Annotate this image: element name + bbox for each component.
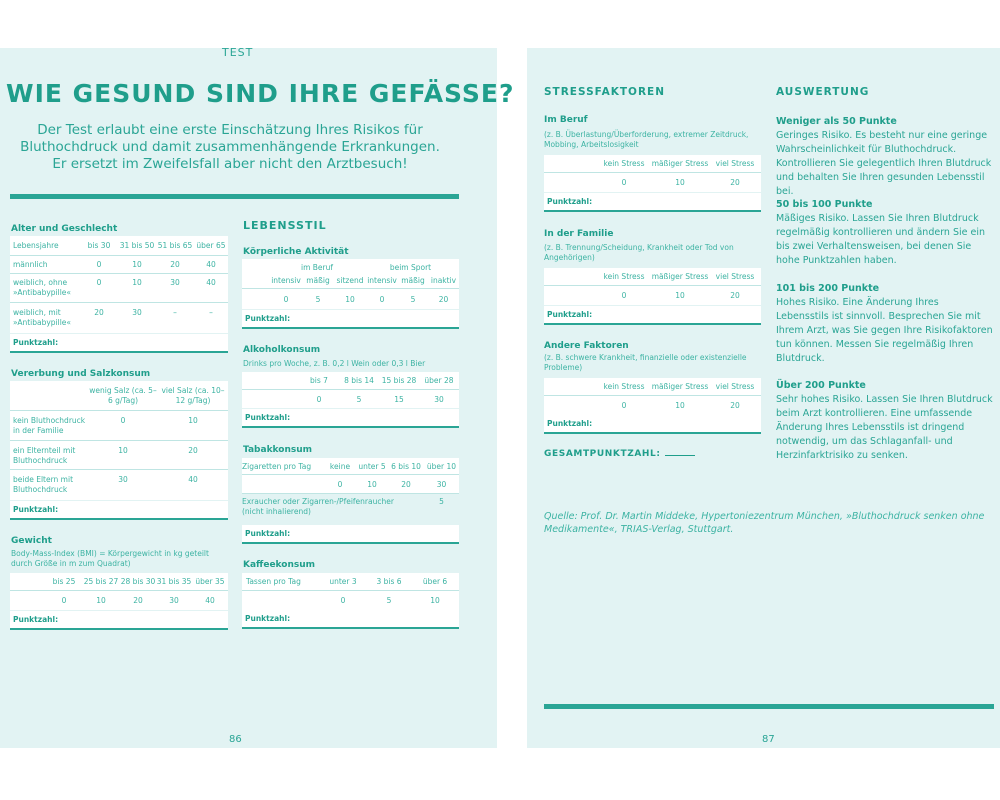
table-row	[544, 396, 761, 415]
table-cell: 10	[430, 596, 440, 605]
table-cell: 0	[316, 395, 322, 404]
table-cell: 0	[621, 401, 627, 410]
table-cell: kein Bluthochdruck in der Familie	[13, 416, 86, 435]
table-cell: 0	[96, 260, 102, 269]
stress-andere-heading: Andere Faktoren	[544, 341, 629, 351]
alter-heading: Alter und Geschlecht	[11, 224, 118, 234]
table-cell: 40	[205, 596, 215, 605]
eval-text: Hohes Risiko. Eine Änderung Ihres Lebensstils ist sinnvoll. Besprechen Sie mit Ihrem Arzt, was Sie gegen Ihre Risikofaktoren tun können. Messen Sie regelmäßig Ihren Blutdruck.	[776, 297, 993, 364]
stress-heading: STRESSFAKTOREN	[544, 86, 665, 98]
table-cell: Zigaretten pro Tag	[242, 462, 312, 471]
table-cell: mäßiger Stress	[651, 382, 709, 391]
table-cell: –	[173, 308, 177, 317]
stress-andere-table	[544, 378, 761, 415]
table-row	[242, 372, 459, 390]
table-row	[242, 259, 459, 289]
alter-score-field[interactable]	[10, 334, 228, 353]
score-label: Punktzahl:	[245, 529, 291, 538]
page-title: WIE GESUND SIND IHRE GEFÄSSE?	[6, 79, 515, 108]
table-row	[242, 591, 459, 610]
table-cell: 10	[675, 291, 685, 300]
table-row	[544, 378, 761, 396]
stress-beruf-heading: Im Beruf	[544, 115, 588, 125]
koerper-score-field[interactable]	[242, 310, 459, 329]
running-head: TEST	[222, 46, 254, 59]
table-cell: 20	[730, 178, 740, 187]
vererbung-heading: Vererbung und Salzkonsum	[11, 369, 151, 379]
table-cell: Exraucher oder Zigarren-/Pfeifenraucher (nicht inhalierend)	[242, 497, 394, 516]
vererbung-score-field[interactable]	[10, 501, 228, 520]
stress-andere-note: (z. B. schwere Krankheit, finanzielle oder existenzielle Probleme)	[544, 353, 747, 372]
table-cell: 51 bis 65	[157, 241, 193, 250]
page-number-left: 86	[229, 734, 242, 745]
table-cell: 0	[340, 596, 346, 605]
table-cell: 0	[379, 295, 385, 304]
table-cell: 30	[118, 475, 128, 484]
table-cell: ein Elternteil mit Bluthochdruck	[13, 446, 76, 465]
table-row	[242, 494, 459, 515]
alkohol-heading: Alkoholkonsum	[243, 345, 321, 355]
stress-andere-score-field[interactable]	[544, 415, 761, 434]
kaffee-heading: Kaffeekonsum	[243, 560, 316, 570]
table-row	[10, 274, 228, 303]
vererbung-table	[10, 381, 228, 500]
table-cell: 10	[132, 278, 142, 287]
score-label: Punktzahl:	[13, 338, 59, 347]
table-cell: 20	[94, 308, 104, 317]
kaffee-table	[242, 573, 459, 610]
table-cell: 10	[132, 260, 142, 269]
stress-familie-score-field[interactable]	[544, 306, 761, 325]
table-cell: mäßiger Stress	[651, 272, 709, 281]
table-row	[242, 390, 459, 408]
koerper-heading: Körperliche Aktivität	[243, 247, 349, 257]
table-cell: Lebensjahre	[13, 241, 59, 250]
table-cell: mäßig	[306, 276, 330, 285]
table-cell: über 65	[196, 241, 226, 250]
table-cell: 40	[188, 475, 198, 484]
table-row	[544, 268, 761, 286]
eval-title: 50 bis 100 Punkte	[776, 199, 873, 210]
table-cell: kein Stress	[603, 159, 645, 168]
intro-text: Der Test erlaubt eine erste Einschätzung Ihres Risikos für Bluthochdruck und damit zusammenhängende Erkrankungen. Er ersetzt im Zweifelsfall aber nicht den Arztbesuch!	[20, 122, 440, 172]
table-cell: viel Salz (ca. 10–12 g/Tag)	[161, 386, 225, 405]
score-label: Punktzahl:	[547, 197, 593, 206]
table-cell: 10	[188, 416, 198, 425]
eval-text: Sehr hohes Risiko. Lassen Sie Ihren Blutdruck beim Arzt kontrollieren. Eine umfassende Änderung Ihres Lebensstils ist dringend notwendig, um das Schlaganfall- und Herzinfarktrisiko zu senken.	[776, 394, 993, 461]
table-cell: 6 bis 10	[391, 462, 421, 471]
table-cell: inaktiv	[430, 276, 457, 285]
stress-beruf-table	[544, 155, 761, 192]
table-cell: 5	[356, 395, 362, 404]
table-cell: 20	[730, 401, 740, 410]
table-cell: 3 bis 6	[376, 577, 402, 586]
auswertung-heading: AUSWERTUNG	[776, 86, 870, 98]
table-cell: über 6	[422, 577, 448, 586]
table-cell: 0	[96, 278, 102, 287]
table-row	[544, 173, 761, 192]
table-cell: intensiv	[367, 276, 397, 285]
score-label: Punktzahl:	[547, 419, 593, 428]
table-row	[544, 286, 761, 305]
table-cell: 30	[434, 395, 444, 404]
table-cell: 15	[394, 395, 404, 404]
table-cell: 31 bis 35	[156, 577, 192, 586]
source-citation: Quelle: Prof. Dr. Martin Middeke, Hypertoniezentrum München, »Bluthochdruck senken ohne Medikamente«, TRIAS-Verlag, Stuttgart.	[544, 511, 985, 535]
table-row	[10, 236, 228, 256]
eval-title: 101 bis 200 Punkte	[776, 283, 880, 294]
stress-familie-note: (z. B. Trennung/Scheidung, Krankheit oder Tod von Angehörigen)	[544, 243, 734, 262]
table-cell: über 35	[195, 577, 225, 586]
table-cell: wenig Salz (ca. 5–6 g/Tag)	[89, 386, 157, 405]
stress-familie-heading: In der Familie	[544, 229, 614, 239]
table-row	[10, 411, 228, 441]
table-cell: unter 3	[329, 577, 357, 586]
table-cell: unter 5	[358, 462, 386, 471]
score-label: Punktzahl:	[245, 413, 291, 422]
table-cell: 10	[345, 295, 355, 304]
bottom-bar	[544, 704, 994, 709]
table-row	[544, 155, 761, 173]
score-label: Punktzahl:	[245, 314, 291, 323]
table-cell: über 28	[424, 376, 454, 385]
score-label: Punktzahl:	[13, 615, 59, 624]
table-cell: 30	[132, 308, 142, 317]
table-cell: 0	[337, 480, 343, 489]
lebensstil-heading: LEBENSSTIL	[243, 219, 327, 232]
stress-beruf-score-field[interactable]	[544, 193, 761, 212]
table-cell: 20	[730, 291, 740, 300]
table-cell: mäßig	[401, 276, 425, 285]
table-row	[10, 470, 228, 500]
table-cell: viel Stress	[715, 159, 755, 168]
gewicht-score-field[interactable]	[10, 611, 228, 630]
table-cell: 10	[367, 480, 377, 489]
tabak-table	[242, 458, 459, 515]
table-cell: 0	[621, 178, 627, 187]
table-row	[242, 458, 459, 475]
table-cell: 8 bis 14	[344, 376, 374, 385]
table-cell: 40	[206, 260, 216, 269]
stress-beruf-note: (z. B. Überlastung/Überforderung, extremer Zeitdruck, Mobbing, Arbeitslosigkeit	[544, 130, 749, 149]
table-cell: viel Stress	[715, 382, 755, 391]
eval-title: Weniger als 50 Punkte	[776, 116, 897, 127]
eval-title: Über 200 Punkte	[776, 380, 866, 391]
table-cell: beim Sport	[389, 263, 432, 272]
table-cell: kein Stress	[603, 272, 645, 281]
table-cell: mäßiger Stress	[651, 159, 709, 168]
tabak-score-field[interactable]	[242, 525, 459, 544]
table-cell: sitzend	[336, 276, 364, 285]
alkohol-table	[242, 372, 459, 408]
table-cell: weiblich, ohne »Antibabypille«	[13, 278, 72, 297]
table-cell: 0	[61, 596, 67, 605]
stress-familie-table	[544, 268, 761, 305]
alkohol-note: Drinks pro Woche, z. B. 0,2 l Wein oder 0,3 l Bier	[243, 359, 426, 368]
table-cell: viel Stress	[715, 272, 755, 281]
tabak-heading: Tabakkonsum	[243, 445, 313, 455]
table-cell: 20	[133, 596, 143, 605]
table-cell: männlich	[13, 260, 48, 269]
table-row	[242, 475, 459, 494]
table-row	[10, 591, 228, 610]
total-score[interactable]	[544, 449, 695, 459]
table-cell: weiblich, mit »Antibabypille«	[13, 308, 72, 327]
table-cell: 20	[188, 446, 198, 455]
table-cell: 30	[436, 480, 447, 489]
table-row	[10, 573, 228, 591]
table-row	[10, 303, 228, 333]
table-cell: 5	[439, 497, 444, 506]
score-label: Punktzahl:	[13, 505, 59, 514]
kaffee-score-field[interactable]	[242, 610, 459, 629]
page-number-right: 87	[762, 734, 775, 745]
table-cell: 10	[675, 401, 685, 410]
gewicht-table	[10, 573, 228, 610]
table-cell: 10	[675, 178, 685, 187]
table-cell: bis 30	[87, 241, 111, 250]
table-row	[242, 289, 459, 309]
table-cell: 0	[120, 416, 126, 425]
eval-text: Geringes Risiko. Es besteht nur eine geringe Wahrscheinlichkeit für Bluthochdruck. Kontrollieren Sie gelegentlich Ihren Blutdruck und behalten Sie Ihren gesunden Lebensstil bei.	[776, 130, 992, 197]
table-cell: 10	[118, 446, 128, 455]
table-cell: intensiv	[271, 276, 301, 285]
eval-text: Mäßiges Risiko. Lassen Sie Ihren Blutdruck regelmäßig kontrollieren und ändern Sie ein bis zwei Verhaltensweisen, bei denen Sie hohe Punktzahlen haben.	[776, 213, 986, 266]
table-cell: 5	[386, 596, 392, 605]
table-cell: 15 bis 28	[381, 376, 417, 385]
score-label: Punktzahl:	[547, 310, 593, 319]
table-cell: bis 25	[52, 577, 76, 586]
table-cell: Tassen pro Tag	[246, 577, 301, 586]
table-row	[242, 573, 459, 591]
alter-table	[10, 236, 228, 333]
table-cell: 30	[170, 278, 180, 287]
table-cell: 5	[315, 295, 321, 304]
score-label: Punktzahl:	[245, 614, 291, 623]
table-row	[10, 441, 228, 470]
table-cell: bis 7	[310, 376, 328, 385]
alkohol-score-field[interactable]	[242, 409, 459, 428]
table-cell: 30	[169, 596, 179, 605]
koerper-table	[242, 259, 459, 309]
table-cell: 5	[410, 295, 416, 304]
table-cell: keine	[329, 462, 351, 471]
table-cell: –	[209, 308, 213, 317]
table-cell: im Beruf	[300, 263, 333, 272]
gewicht-note: Body-Mass-Index (BMI) = Körpergewicht in kg geteilt durch Größe in m zum Quadrat)	[11, 549, 209, 568]
table-cell: 20	[438, 295, 449, 304]
table-cell: 0	[283, 295, 289, 304]
table-cell: 25 bis 27	[83, 577, 119, 586]
table-cell: 0	[621, 291, 627, 300]
table-row	[10, 381, 228, 411]
total-label: GESAMTPUNKTZAHL:	[544, 449, 661, 459]
table-cell: 20	[401, 480, 411, 489]
table-cell: 20	[170, 260, 180, 269]
table-cell: über 10	[426, 462, 457, 471]
table-cell: kein Stress	[603, 382, 645, 391]
table-cell: 28 bis 30	[120, 577, 156, 586]
gewicht-heading: Gewicht	[11, 536, 52, 546]
total-blank	[665, 455, 695, 456]
table-cell: beide Eltern mit Bluthochdruck	[13, 475, 74, 494]
table-row	[10, 256, 228, 274]
table-cell: 40	[206, 278, 216, 287]
table-cell: 10	[96, 596, 106, 605]
table-cell: 31 bis 50	[119, 241, 155, 250]
divider-bar	[10, 194, 459, 199]
